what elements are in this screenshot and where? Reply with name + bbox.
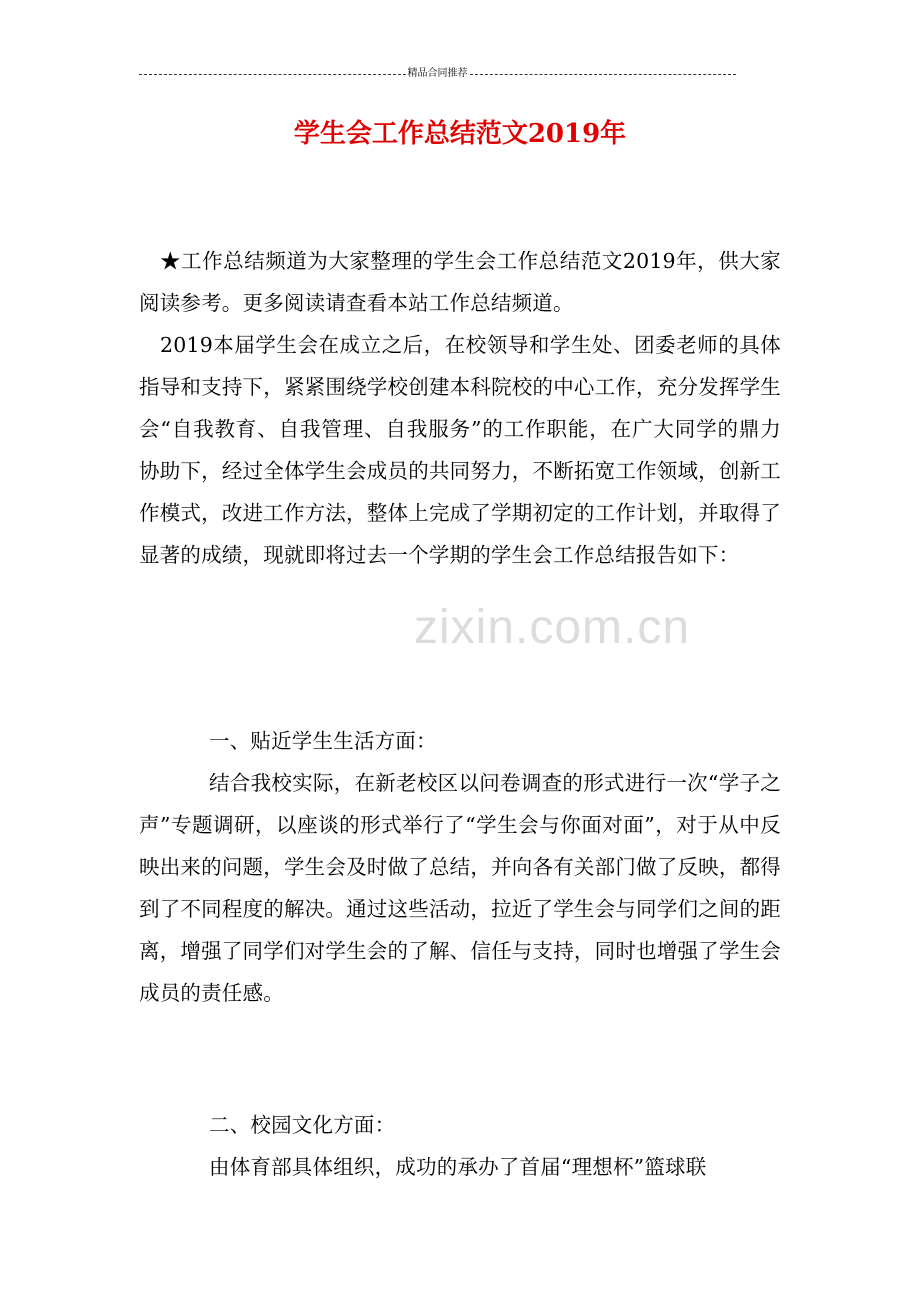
summary-paragraph: 2019本届学生会在成立之后，在校领导和学生处、团委老师的具体指导和支持下，紧紧围绕学校创建本科院校的中心工作，充分发挥学生会“自我教育、自我管理、自我服务”的工作职能，在广大同学的鼎力协助下，经过全体学生会成员的共同努力，不断拓宽工作领域，创新工作模式，改进工作方法，整体上完成了学期初定的工作计划，并取得了显著的成绩，现就即将过去一个学期的学生会工作总结报告如下： — [139, 333, 781, 567]
document-title: 学生会工作总结范文2019年 — [293, 119, 627, 149]
section-2-paragraph: 由体育部具体组织，成功的承办了首届“理想杯”篮球联 — [209, 1155, 707, 1179]
header-dash-right — [470, 74, 737, 75]
header-rule — [139, 67, 736, 81]
section-1-paragraph: 结合我校实际，在新老校区以问卷调查的形式进行一次“学子之声”专题调研，以座谈的形式举行了“学生会与你面对面”，对于从中反映出来的问题，学生会及时做了总结，并向各有关部门做了反映，都得到了不同程度的解决。通过这些活动，拉近了学生会与同学们之间的距离，增强了同学们对学生会的了解、信任与支持，同时也增强了学生会成员的责任感。 — [139, 771, 781, 1005]
section-heading-2: 二、校园文化方面： — [209, 1113, 396, 1137]
section-heading-1: 一、贴近学生生活方面： — [209, 729, 437, 753]
intro-paragraph: ★工作总结频道为大家整理的学生会工作总结范文2019年，供大家阅读参考。更多阅读请查看本站工作总结频道。 — [139, 249, 781, 315]
header-label: 精品合同推荐 — [407, 68, 468, 79]
header-dash-left — [139, 74, 406, 75]
watermark: zixin.com.cn — [414, 601, 691, 654]
